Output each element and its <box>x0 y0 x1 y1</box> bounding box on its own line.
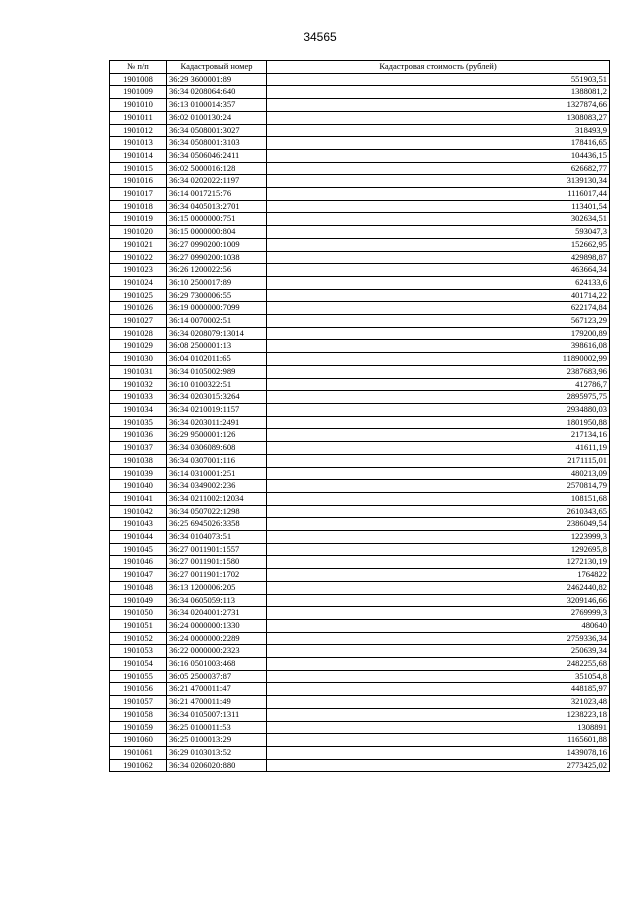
cadastral-value: 2759336,34 <box>267 632 610 645</box>
table-row <box>110 683 610 696</box>
cadastral-number: 36:34 0508001:3027 <box>167 124 267 137</box>
cadastral-value: 448185,97 <box>267 683 610 696</box>
cadastral-value: 1165601,88 <box>267 734 610 747</box>
cadastral-value: 178416,65 <box>267 137 610 150</box>
table-row <box>110 480 610 493</box>
cadastral-value: 302634,51 <box>267 213 610 226</box>
table-row <box>110 645 610 658</box>
table-row <box>110 124 610 137</box>
cadastral-number: 36:34 0507022:1298 <box>167 505 267 518</box>
row-number: 1901061 <box>110 746 167 759</box>
table-row <box>110 327 610 340</box>
row-number: 1901026 <box>110 302 167 315</box>
cadastral-value: 2171115,01 <box>267 454 610 467</box>
row-number: 1901019 <box>110 213 167 226</box>
cadastral-value: 321023,48 <box>267 696 610 709</box>
cadastral-value: 179200,89 <box>267 327 610 340</box>
cadastral-value: 1238223,18 <box>267 708 610 721</box>
cadastral-number: 36:24 0000000:1330 <box>167 619 267 632</box>
cadastral-number: 36:27 0011901:1702 <box>167 569 267 582</box>
table-row <box>110 111 610 124</box>
cadastral-value: 2610343,65 <box>267 505 610 518</box>
cadastral-number: 36:34 0204001:2731 <box>167 607 267 620</box>
cadastral-number: 36:04 0102011:65 <box>167 353 267 366</box>
table-row <box>110 467 610 480</box>
row-number: 1901059 <box>110 721 167 734</box>
row-number: 1901047 <box>110 569 167 582</box>
table-row <box>110 289 610 302</box>
table-row <box>110 632 610 645</box>
row-number: 1901049 <box>110 594 167 607</box>
row-number: 1901044 <box>110 531 167 544</box>
row-number: 1901023 <box>110 264 167 277</box>
cadastral-number: 36:05 2500037:87 <box>167 670 267 683</box>
table-row <box>110 696 610 709</box>
cadastral-number: 36:13 0100014:357 <box>167 99 267 112</box>
table-row <box>110 149 610 162</box>
row-number: 1901053 <box>110 645 167 658</box>
cadastral-number: 36:34 0206020:880 <box>167 759 267 772</box>
table-row <box>110 492 610 505</box>
cadastral-value: 3209146,66 <box>267 594 610 607</box>
cadastral-number: 36:34 0405013:2701 <box>167 200 267 213</box>
row-number: 1901038 <box>110 454 167 467</box>
row-number: 1901062 <box>110 759 167 772</box>
cadastral-value: 318493,9 <box>267 124 610 137</box>
cadastral-number: 36:29 3600001:89 <box>167 73 267 86</box>
cadastral-number: 36:02 5000016:128 <box>167 162 267 175</box>
cadastral-value: 351054,8 <box>267 670 610 683</box>
row-number: 1901033 <box>110 391 167 404</box>
row-number: 1901060 <box>110 734 167 747</box>
row-number: 1901055 <box>110 670 167 683</box>
table-row <box>110 543 610 556</box>
row-number: 1901018 <box>110 200 167 213</box>
cadastral-value: 1272130,19 <box>267 556 610 569</box>
cadastral-value: 41611,19 <box>267 442 610 455</box>
row-number: 1901045 <box>110 543 167 556</box>
row-number: 1901041 <box>110 492 167 505</box>
cadastral-value: 480640 <box>267 619 610 632</box>
cadastral-value: 622174,84 <box>267 302 610 315</box>
row-number: 1901029 <box>110 340 167 353</box>
cadastral-table <box>109 60 610 772</box>
cadastral-number: 36:34 0211002:12034 <box>167 492 267 505</box>
cadastral-number: 36:34 0208064:640 <box>167 86 267 99</box>
cadastral-number: 36:02 0100130:24 <box>167 111 267 124</box>
row-number: 1901054 <box>110 658 167 671</box>
row-number: 1901010 <box>110 99 167 112</box>
cadastral-value: 2462440,82 <box>267 581 610 594</box>
cadastral-number: 36:15 0000000:804 <box>167 226 267 239</box>
cadastral-number: 36:13 1200006:205 <box>167 581 267 594</box>
cadastral-value: 412786,7 <box>267 378 610 391</box>
table-row <box>110 238 610 251</box>
cadastral-number: 36:25 0100011:53 <box>167 721 267 734</box>
row-number: 1901020 <box>110 226 167 239</box>
table-row <box>110 315 610 328</box>
cadastral-value: 108151,68 <box>267 492 610 505</box>
row-number: 1901011 <box>110 111 167 124</box>
row-number: 1901046 <box>110 556 167 569</box>
table-row <box>110 403 610 416</box>
cadastral-value: 1292695,8 <box>267 543 610 556</box>
table-row <box>110 708 610 721</box>
cadastral-number: 36:10 2500017:89 <box>167 276 267 289</box>
cadastral-number: 36:08 2500001:13 <box>167 340 267 353</box>
cadastral-value: 152662,95 <box>267 238 610 251</box>
cadastral-value: 217134,16 <box>267 429 610 442</box>
cadastral-value: 1388081,2 <box>267 86 610 99</box>
header-cadastral-number: Кадастровый номер <box>167 61 267 74</box>
cadastral-number: 36:14 0017215:76 <box>167 188 267 201</box>
cadastral-number: 36:34 0605059:113 <box>167 594 267 607</box>
row-number: 1901048 <box>110 581 167 594</box>
table-row <box>110 594 610 607</box>
table-row <box>110 251 610 264</box>
cadastral-number: 36:34 0210019:1157 <box>167 403 267 416</box>
cadastral-number: 36:25 0100013:29 <box>167 734 267 747</box>
table-row <box>110 518 610 531</box>
row-number: 1901008 <box>110 73 167 86</box>
cadastral-number: 36:10 0100322:51 <box>167 378 267 391</box>
cadastral-number: 36:34 0203011:2491 <box>167 416 267 429</box>
cadastral-value: 250639,34 <box>267 645 610 658</box>
row-number: 1901032 <box>110 378 167 391</box>
cadastral-value: 1223999,3 <box>267 531 610 544</box>
table-row <box>110 340 610 353</box>
cadastral-value: 567123,29 <box>267 315 610 328</box>
cadastral-value: 624133,6 <box>267 276 610 289</box>
cadastral-value: 2386049,54 <box>267 518 610 531</box>
header-cadastral-value: Кадастровая стоимость (рублей) <box>267 61 610 74</box>
cadastral-value: 551903,51 <box>267 73 610 86</box>
row-number: 1901012 <box>110 124 167 137</box>
table-row <box>110 353 610 366</box>
cadastral-number: 36:34 0202022:1197 <box>167 175 267 188</box>
row-number: 1901031 <box>110 365 167 378</box>
row-number: 1901057 <box>110 696 167 709</box>
cadastral-value: 2895975,75 <box>267 391 610 404</box>
cadastral-value: 429898,87 <box>267 251 610 264</box>
table-row <box>110 759 610 772</box>
cadastral-number: 36:29 0103013:52 <box>167 746 267 759</box>
row-number: 1901025 <box>110 289 167 302</box>
table-row <box>110 505 610 518</box>
table-row <box>110 670 610 683</box>
cadastral-number: 36:26 1200022:56 <box>167 264 267 277</box>
row-number: 1901050 <box>110 607 167 620</box>
row-number: 1901056 <box>110 683 167 696</box>
table-row <box>110 264 610 277</box>
cadastral-number: 36:34 0349002:236 <box>167 480 267 493</box>
row-number: 1901036 <box>110 429 167 442</box>
table-header-row <box>110 61 610 74</box>
table-row <box>110 658 610 671</box>
table-row <box>110 442 610 455</box>
table-row <box>110 607 610 620</box>
cadastral-value: 2773425,02 <box>267 759 610 772</box>
table-body <box>110 73 610 772</box>
cadastral-value: 104436,15 <box>267 149 610 162</box>
cadastral-number: 36:16 0501003:468 <box>167 658 267 671</box>
row-number: 1901058 <box>110 708 167 721</box>
row-number: 1901035 <box>110 416 167 429</box>
cadastral-number: 36:14 0070002:51 <box>167 315 267 328</box>
row-number: 1901037 <box>110 442 167 455</box>
table-row <box>110 137 610 150</box>
table-row <box>110 391 610 404</box>
cadastral-number: 36:34 0104073:51 <box>167 531 267 544</box>
cadastral-number: 36:22 0000000:2323 <box>167 645 267 658</box>
row-number: 1901014 <box>110 149 167 162</box>
table-row <box>110 531 610 544</box>
cadastral-value: 480213,09 <box>267 467 610 480</box>
cadastral-number: 36:27 0011901:1557 <box>167 543 267 556</box>
table-row <box>110 365 610 378</box>
table-row <box>110 188 610 201</box>
table-row <box>110 226 610 239</box>
cadastral-number: 36:25 6945026:3358 <box>167 518 267 531</box>
row-number: 1901021 <box>110 238 167 251</box>
cadastral-value: 2570814,79 <box>267 480 610 493</box>
table-row <box>110 569 610 582</box>
cadastral-number: 36:34 0105007:1311 <box>167 708 267 721</box>
row-number: 1901030 <box>110 353 167 366</box>
row-number: 1901022 <box>110 251 167 264</box>
cadastral-value: 593047,3 <box>267 226 610 239</box>
cadastral-value: 1327874,66 <box>267 99 610 112</box>
cadastral-value: 2387683,96 <box>267 365 610 378</box>
cadastral-number: 36:34 0508001:3103 <box>167 137 267 150</box>
cadastral-number: 36:21 4700011:49 <box>167 696 267 709</box>
row-number: 1901052 <box>110 632 167 645</box>
cadastral-value: 2769999,3 <box>267 607 610 620</box>
cadastral-number: 36:34 0307001:116 <box>167 454 267 467</box>
table-row <box>110 175 610 188</box>
row-number: 1901009 <box>110 86 167 99</box>
row-number: 1901013 <box>110 137 167 150</box>
cadastral-value: 11890002,99 <box>267 353 610 366</box>
cadastral-number: 36:27 0990200:1038 <box>167 251 267 264</box>
table-row <box>110 378 610 391</box>
cadastral-number: 36:34 0203015:3264 <box>167 391 267 404</box>
cadastral-number: 36:34 0306089:608 <box>167 442 267 455</box>
table-row <box>110 619 610 632</box>
cadastral-value: 1764822 <box>267 569 610 582</box>
row-number: 1901027 <box>110 315 167 328</box>
table-row <box>110 200 610 213</box>
cadastral-number: 36:29 9500001:126 <box>167 429 267 442</box>
row-number: 1901028 <box>110 327 167 340</box>
cadastral-value: 626682,77 <box>267 162 610 175</box>
cadastral-number: 36:34 0208079:13014 <box>167 327 267 340</box>
table-row <box>110 302 610 315</box>
cadastral-value: 1439078,16 <box>267 746 610 759</box>
table-row <box>110 746 610 759</box>
cadastral-number: 36:24 0000000:2289 <box>167 632 267 645</box>
cadastral-value: 1308891 <box>267 721 610 734</box>
cadastral-value: 398616,08 <box>267 340 610 353</box>
cadastral-value: 2934880,03 <box>267 403 610 416</box>
cadastral-value: 1308083,27 <box>267 111 610 124</box>
cadastral-value: 401714,22 <box>267 289 610 302</box>
cadastral-number: 36:14 0310001:251 <box>167 467 267 480</box>
cadastral-value: 3139130,34 <box>267 175 610 188</box>
cadastral-number: 36:29 7300006:55 <box>167 289 267 302</box>
table-row <box>110 86 610 99</box>
row-number: 1901043 <box>110 518 167 531</box>
table-row <box>110 416 610 429</box>
row-number: 1901015 <box>110 162 167 175</box>
row-number: 1901040 <box>110 480 167 493</box>
table-row <box>110 734 610 747</box>
cadastral-value: 1116017,44 <box>267 188 610 201</box>
row-number: 1901051 <box>110 619 167 632</box>
cadastral-number: 36:19 0000000:7099 <box>167 302 267 315</box>
cadastral-value: 113401,54 <box>267 200 610 213</box>
cadastral-number: 36:27 0011901:1580 <box>167 556 267 569</box>
table-row <box>110 429 610 442</box>
cadastral-value: 1801950,88 <box>267 416 610 429</box>
cadastral-number: 36:21 4700011:47 <box>167 683 267 696</box>
table-row <box>110 73 610 86</box>
row-number: 1901016 <box>110 175 167 188</box>
cadastral-value: 463664,34 <box>267 264 610 277</box>
row-number: 1901042 <box>110 505 167 518</box>
row-number: 1901017 <box>110 188 167 201</box>
table-row <box>110 556 610 569</box>
header-number: № п/п <box>110 61 167 74</box>
cadastral-number: 36:34 0105002:989 <box>167 365 267 378</box>
row-number: 1901039 <box>110 467 167 480</box>
page-number: 34565 <box>303 30 337 44</box>
table-row <box>110 721 610 734</box>
cadastral-number: 36:34 0506046:2411 <box>167 149 267 162</box>
table-row <box>110 454 610 467</box>
cadastral-number: 36:27 0990200:1009 <box>167 238 267 251</box>
cadastral-number: 36:15 0000000:751 <box>167 213 267 226</box>
table-row <box>110 99 610 112</box>
table-row <box>110 213 610 226</box>
row-number: 1901024 <box>110 276 167 289</box>
row-number: 1901034 <box>110 403 167 416</box>
table-row <box>110 276 610 289</box>
table-row <box>110 162 610 175</box>
cadastral-value: 2482255,68 <box>267 658 610 671</box>
table-row <box>110 581 610 594</box>
